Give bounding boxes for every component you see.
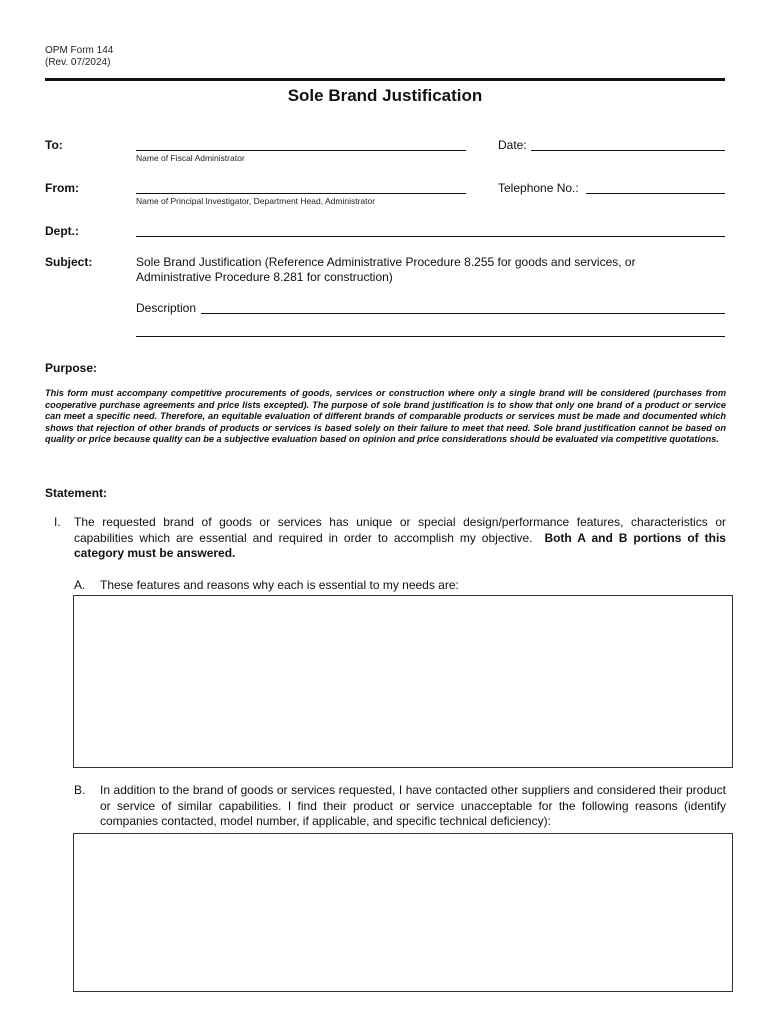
page-title: Sole Brand Justification bbox=[287, 86, 483, 105]
to-label: To: bbox=[45, 138, 63, 152]
description-field[interactable] bbox=[201, 313, 725, 314]
date-field[interactable] bbox=[531, 150, 725, 151]
from-field[interactable] bbox=[136, 193, 466, 194]
date-label: Date: bbox=[498, 138, 527, 152]
subject-label: Subject: bbox=[45, 255, 93, 269]
statement-item-bold: Both A and B portions of this category must be answered. bbox=[74, 530, 726, 560]
statement-item-body: The requested brand of goods or services has unique or special design/performance features, characteristics or capabilities which are essential and required in order to accomplish my objective. bbox=[74, 515, 726, 545]
description-label: Description bbox=[136, 301, 197, 315]
section-a-letter: A. bbox=[74, 578, 86, 592]
purpose-text: This form must accompany competitive procurements of goods, services or construction where only a single brand will be considered (purchases from cooperative purchase agreements and price lists excepted). The purpose of sole brand justification is to show that only one brand of a product or service can meet a specific need. Therefore, an equitable evaluation of different brands of comparable products or services must be made and documented which shows that rejection of other brands of products or services is based solely on their failure to meet that need. Sole brand justification cannot be based on quality or price because quality can be a subjective evaluation based on opinion and price considerations should be evaluated via competitive quotations. bbox=[45, 388, 726, 445]
description-field-line-2[interactable] bbox=[136, 336, 725, 337]
to-caption: Name of Fiscal Administrator bbox=[136, 153, 245, 163]
statement-heading: Statement: bbox=[45, 486, 108, 500]
section-a-textarea[interactable] bbox=[73, 595, 733, 768]
section-b-text: In addition to the brand of goods or services requested, I have contacted other suppliers and considered their product or service of similar capabilities. I find their product or service unacceptable for the following reasons (identify companies contacted, model number, if applicable, and specific technical deficiency): bbox=[100, 783, 726, 828]
form-number: OPM Form 144 bbox=[45, 45, 114, 56]
subject-text: Sole Brand Justification (Reference Administrative Procedure 8.255 for goods and services, or Administrative Procedure 8.281 for construction) bbox=[136, 255, 636, 284]
form-revision: (Rev. 07/2024) bbox=[45, 57, 111, 68]
dept-label: Dept.: bbox=[45, 224, 79, 238]
to-field[interactable] bbox=[136, 150, 466, 151]
form-header bbox=[45, 45, 113, 69]
section-b-letter: B. bbox=[74, 783, 86, 797]
dept-field[interactable] bbox=[136, 236, 725, 237]
telephone-label: Telephone No.: bbox=[498, 181, 579, 195]
header-rule bbox=[45, 78, 725, 81]
from-label: From: bbox=[45, 181, 79, 195]
section-a-text: These features and reasons why each is essential to my needs are: bbox=[100, 578, 459, 592]
statement-item-text bbox=[74, 515, 726, 562]
purpose-heading: Purpose: bbox=[45, 361, 98, 375]
statement-item-number: I. bbox=[54, 515, 61, 529]
from-caption: Name of Principal Investigator, Department Head, Administrator bbox=[136, 196, 376, 206]
section-b-textarea[interactable] bbox=[73, 833, 733, 992]
telephone-field[interactable] bbox=[586, 193, 725, 194]
